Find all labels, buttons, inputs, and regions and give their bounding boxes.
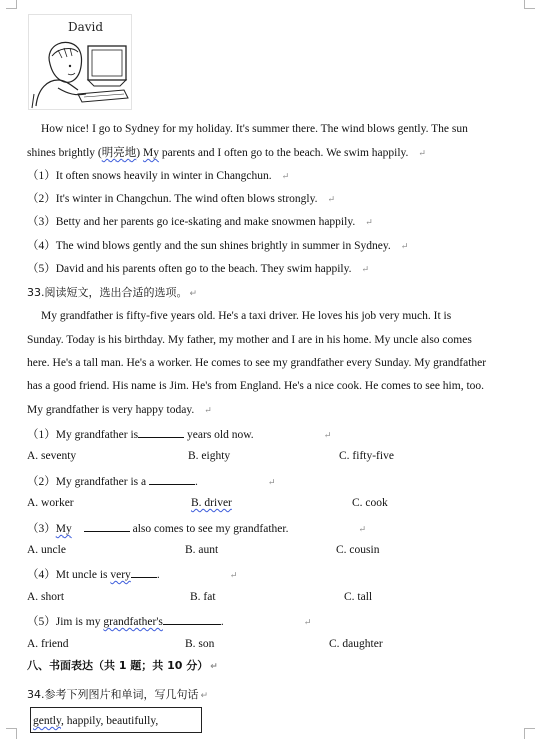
statement-item (27, 262, 369, 276)
q33-passage-line (27, 403, 212, 417)
answer-blank[interactable] (138, 426, 184, 438)
paragraph-mark: ↵ (281, 171, 290, 181)
crop-mark-bottom-right (524, 728, 535, 739)
q34-title (27, 688, 208, 703)
spellcheck-word: grandfather's (103, 616, 163, 628)
paragraph-mark: ↵ (358, 524, 366, 534)
paragraph-mark: ↵ (204, 405, 212, 415)
passage1-text: How nice! I go to Sydney for my holiday. It's summer there. The wind blows gently. The sun (41, 123, 468, 135)
passage1-text: ) (136, 147, 143, 159)
passage-text: Sunday. Today is his birthday. My father, my mother and I are in his home. My uncle also comes (27, 334, 472, 346)
paragraph-mark: ↵ (303, 617, 312, 627)
option-a[interactable]: A. seventy (27, 450, 77, 462)
paragraph-mark: ↵ (327, 194, 336, 204)
spellcheck-word: My (55, 523, 72, 535)
option-c[interactable]: C. daughter (329, 638, 383, 650)
item-stem: also comes to see my grandfather. (129, 523, 289, 535)
option-b[interactable]: B. son (185, 638, 215, 650)
item-stem: . (195, 476, 198, 488)
passage-text: here. He's a tall man. He's a worker. He comes to see my grandfather every Sunday. My grandfather (27, 357, 487, 369)
statement-text: （5）David and his parents often go to the beach. They swim happily. (27, 263, 352, 275)
q33-item-5 (27, 613, 311, 629)
paragraph-mark: ↵ (400, 241, 409, 251)
q33-item-4 (27, 566, 237, 582)
section-title: 八、书面表达（共 1 题；共 10 分） (27, 659, 209, 672)
option-c[interactable]: C. tall (344, 591, 373, 603)
item-stem: （3） (27, 523, 56, 535)
statement-item (27, 239, 408, 253)
q33-passage-line (27, 356, 486, 370)
item-stem: years old now. (184, 429, 254, 441)
q33-passage-line (41, 309, 451, 323)
passage-text: has a good friend. His name is Jim. He's from England. He's a nice cook. He comes to see him, too. (27, 380, 485, 392)
crop-mark-bottom-left (6, 728, 17, 739)
answer-blank[interactable] (84, 520, 130, 532)
q33-item-2 (27, 473, 275, 489)
passage-text: My grandfather is fifty-five years old. He's a taxi driver. He loves his job very much. It is (41, 310, 452, 322)
q33-item-1 (27, 426, 331, 442)
section8-heading (27, 659, 218, 674)
statement-item (27, 169, 289, 183)
item-stem: （2）My grandfather is a (27, 476, 149, 488)
passage-text: My grandfather is very happy today. (27, 404, 195, 416)
paragraph-mark: ↵ (210, 662, 218, 672)
option-b[interactable]: B. aunt (185, 544, 219, 556)
q33-passage-line (27, 379, 484, 393)
answer-blank[interactable] (163, 613, 221, 625)
option-a[interactable]: A. short (27, 591, 65, 603)
paragraph-mark: ↵ (267, 477, 276, 487)
figure-label: David (68, 20, 104, 34)
q33-title (27, 286, 197, 301)
option-b[interactable]: B. eighty (188, 450, 231, 462)
spellcheck-word: very (110, 569, 131, 581)
option-a[interactable]: A. friend (27, 638, 69, 650)
paragraph-mark: ↵ (189, 289, 198, 299)
passage1-text: parents and I often go to the beach. We swim happily. (158, 147, 409, 159)
paragraph-mark: ↵ (361, 264, 370, 274)
statement-item (27, 215, 373, 229)
item-stem: . (220, 616, 224, 628)
item-stem: （5）Jim is my (27, 616, 104, 628)
paragraph-mark: ↵ (200, 691, 209, 701)
paragraph-mark: ↵ (323, 430, 332, 440)
word-bank-word: gently (33, 715, 61, 727)
crop-mark-top-left (6, 0, 17, 9)
statement-item (27, 192, 335, 206)
option-b[interactable]: B. fat (190, 591, 216, 603)
statement-text: （1）It often snows heavily in winter in Changchun. (27, 170, 272, 182)
answer-blank[interactable] (149, 473, 195, 485)
paragraph-mark: ↵ (229, 570, 238, 580)
option-c[interactable]: C. fifty-five (339, 450, 394, 462)
answer-blank[interactable] (131, 566, 157, 578)
option-c[interactable]: C. cook (352, 497, 388, 509)
passage1-line1 (41, 122, 468, 136)
option-a[interactable]: A. uncle (27, 544, 66, 556)
statement-text: （4）The wind blows gently and the sun shines brightly in summer in Sydney. (27, 240, 391, 252)
option-c[interactable]: C. cousin (336, 544, 380, 556)
question-title: 33.阅读短文，选出合适的选项。 (27, 286, 188, 299)
item-stem: . (156, 569, 160, 581)
chinese-gloss: 明亮地 (101, 147, 137, 159)
statement-text: （2）It's winter in Changchun. The wind often blows strongly. (27, 193, 318, 205)
passage1-line2 (27, 146, 426, 160)
item-stem: （1）My grandfather is (27, 429, 139, 441)
statement-text: （3）Betty and her parents go ice-skating and make snowmen happily. (27, 216, 356, 228)
paragraph-mark: ↵ (418, 148, 426, 158)
crop-mark-top-right (524, 0, 535, 9)
question-title: 34.参考下列图片和单词，写几句话 (27, 688, 199, 701)
david-at-computer-illustration (28, 14, 132, 110)
spellcheck-word: My (142, 147, 159, 159)
word-bank-box (30, 707, 202, 733)
option-b[interactable]: B. driver (191, 497, 232, 509)
item-stem: （4）Mt uncle is (27, 569, 111, 581)
option-a[interactable]: A. worker (27, 497, 74, 509)
paragraph-mark: ↵ (365, 217, 373, 227)
q33-passage-line (27, 333, 472, 347)
q33-item-3 (27, 520, 366, 536)
passage1-text: shines brightly ( (27, 147, 102, 159)
word-bank-words: , happily, beautifully, (61, 715, 159, 727)
